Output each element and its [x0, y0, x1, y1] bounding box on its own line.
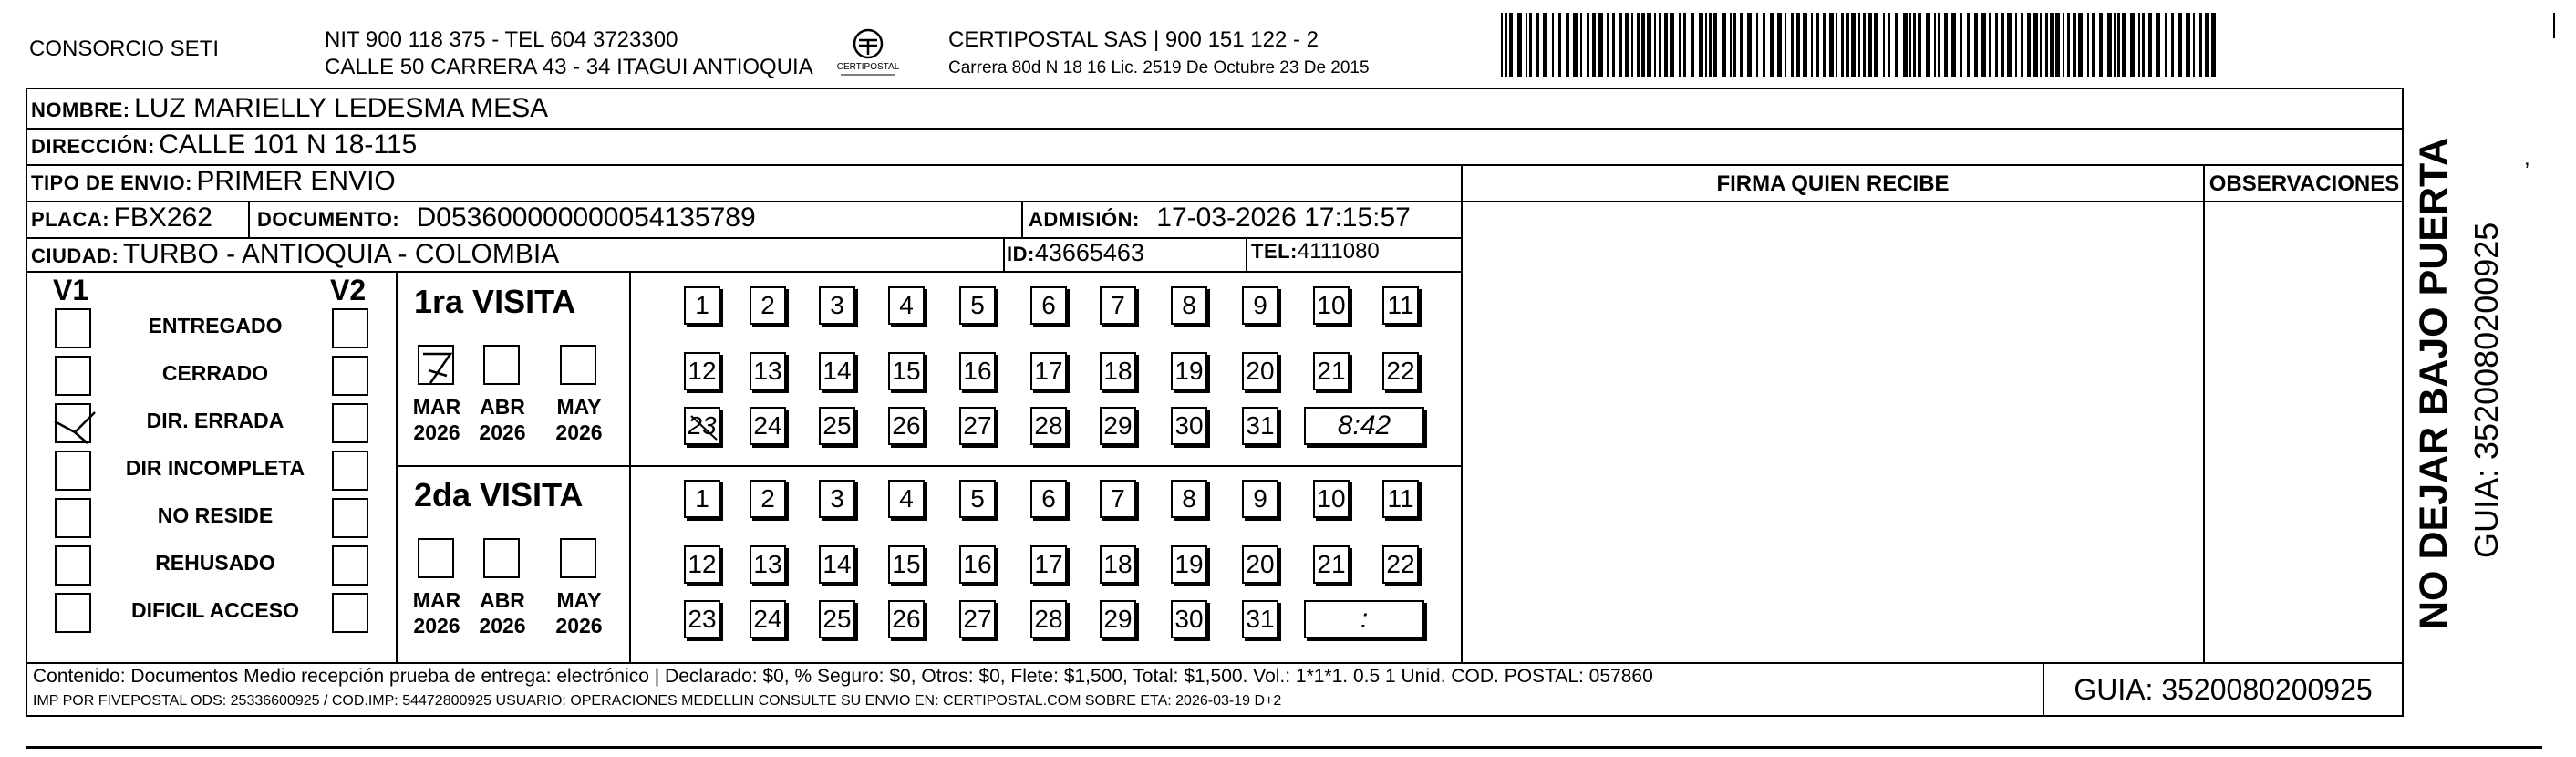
- barcode-bar: [1664, 13, 1668, 77]
- day-box[interactable]: 14: [819, 545, 855, 584]
- barcode-bar: [1526, 13, 1527, 77]
- signature-area[interactable]: [1464, 204, 2199, 660]
- day-box[interactable]: 5: [959, 480, 996, 518]
- barcode-bar: [1505, 13, 1507, 77]
- day-box[interactable]: 17: [1030, 545, 1067, 584]
- day-box[interactable]: 13: [750, 352, 786, 390]
- year-label: 2026: [555, 420, 603, 444]
- day-box[interactable]: 12: [684, 545, 720, 584]
- day-box[interactable]: 12: [684, 352, 720, 390]
- day-box[interactable]: 1: [684, 286, 720, 325]
- id-row: [1007, 239, 1144, 267]
- day-box[interactable]: 22: [1382, 545, 1419, 584]
- barcode-bar: [2205, 13, 2209, 77]
- placa-label: PLACA:: [31, 208, 110, 231]
- day-box[interactable]: 8: [1171, 286, 1207, 325]
- barcode: [1501, 13, 2230, 77]
- barcode-bar: [2211, 13, 2216, 77]
- id-value: 43665463: [1034, 239, 1144, 266]
- visit-title: 2da VISITA: [414, 476, 584, 513]
- barcode-bar: [2045, 13, 2048, 77]
- barcode-bar: [2073, 13, 2076, 77]
- day-box[interactable]: 3: [819, 480, 855, 518]
- month-label: MAR: [412, 588, 461, 612]
- day-box[interactable]: 28: [1030, 407, 1067, 445]
- barcode-bar: [2040, 13, 2042, 77]
- day-box[interactable]: 20: [1242, 545, 1278, 584]
- barcode-bar: [2142, 13, 2145, 77]
- barcode-bar: [1981, 13, 1986, 77]
- barcode-bar: [1895, 13, 1898, 77]
- barcode-bar: [1874, 13, 1878, 77]
- barcode-bar: [2092, 13, 2095, 77]
- direccion-row: [31, 130, 417, 161]
- day-box[interactable]: [684, 407, 720, 445]
- v2-checkbox[interactable]: [332, 545, 368, 586]
- day-box[interactable]: 24: [750, 407, 786, 445]
- barcode-bar: [1903, 13, 1908, 77]
- barcode-bar: [2199, 13, 2202, 77]
- barcode-bar: [1683, 13, 1686, 77]
- barcode-bar: [1509, 13, 1513, 77]
- day-box[interactable]: 8: [1171, 480, 1207, 518]
- day-box[interactable]: 30: [1171, 407, 1207, 445]
- barcode-bar: [1573, 13, 1578, 77]
- barcode-bar: [1670, 13, 1674, 77]
- year-label: 2026: [413, 614, 460, 638]
- month-year: [547, 587, 611, 638]
- day-box[interactable]: 4: [888, 480, 925, 518]
- time-field[interactable]: 8:42: [1304, 407, 1424, 445]
- day-box[interactable]: 5: [959, 286, 996, 325]
- day-box[interactable]: 6: [1030, 286, 1067, 325]
- barcode-bar: [1944, 13, 1948, 77]
- tipo-value: PRIMER ENVIO: [196, 166, 396, 196]
- barcode-bar: [1974, 13, 1978, 77]
- barcode-bar: [2067, 13, 2070, 77]
- edge-dot: ,: [2524, 146, 2530, 171]
- day-box[interactable]: 21: [1313, 352, 1350, 390]
- v2-checkbox[interactable]: [332, 593, 368, 633]
- month-checkbox[interactable]: [418, 538, 454, 578]
- month-label: ABR: [480, 588, 525, 612]
- barcode-bar: [1829, 13, 1834, 77]
- guia-footer: GUIA: 3520080200925: [2074, 673, 2373, 706]
- v1-checkbox[interactable]: [55, 308, 91, 348]
- status-label: ENTREGADO: [148, 314, 283, 337]
- barcode-bar: [1598, 13, 1603, 77]
- barcode-bar: [1529, 13, 1532, 77]
- nit-line: NIT 900 118 375 - TEL 604 3723300: [325, 27, 678, 52]
- month-checkbox[interactable]: [560, 345, 596, 385]
- barcode-bar: [2193, 13, 2195, 77]
- tel-row: [1251, 239, 1380, 264]
- v1-checkbox[interactable]: [55, 498, 91, 538]
- consortium-name: CONSORCIO SETI: [29, 36, 220, 61]
- month-label: MAY: [556, 395, 602, 419]
- v1-checkbox[interactable]: [55, 451, 91, 491]
- day-box[interactable]: 19: [1171, 352, 1207, 390]
- v1-checkbox[interactable]: [55, 403, 91, 443]
- barcode-bar: [2015, 13, 2017, 77]
- barcode-bar: [1659, 13, 1661, 77]
- license-line: Carrera 80d N 18 16 Lic. 2519 De Octubre 23 De 2015: [948, 58, 1370, 78]
- v1-label: V1: [53, 274, 89, 306]
- bottom-rule: [26, 746, 2542, 749]
- barcode-bar: [1536, 13, 1539, 77]
- barcode-bar: [2027, 13, 2031, 77]
- day-box[interactable]: 11: [1382, 480, 1419, 518]
- barcode-bar: [1863, 13, 1866, 77]
- logo-icon: [832, 26, 905, 78]
- barcode-bar: [2001, 13, 2004, 77]
- barcode-bar: [2138, 13, 2140, 77]
- imp-line: IMP POR FIVEPOSTAL ODS: 25336600925 / COD.IMP: 54472800925 USUARIO: OPERACIONES MEDELLIN CONSULTE SU ENVIO EN: CERTIPOSTAL.COM SOBRE ETA: 2026-03-19 D+2: [33, 693, 1282, 709]
- barcode-bar: [1558, 13, 1561, 77]
- id-label: ID:: [1007, 243, 1035, 265]
- barcode-bar: [2099, 13, 2103, 77]
- barcode-bar: [1960, 13, 1962, 77]
- v1-checkbox[interactable]: [55, 356, 91, 396]
- barcode-bar: [2055, 13, 2060, 77]
- v1-checkbox[interactable]: [55, 545, 91, 586]
- barcode-bar: [1934, 13, 1936, 77]
- day-box[interactable]: 15: [888, 352, 925, 390]
- barcode-bar: [2078, 13, 2083, 77]
- barcode-bar: [1722, 13, 1726, 77]
- day-box[interactable]: 29: [1100, 600, 1136, 638]
- month-year: [471, 587, 534, 638]
- tipo-label: TIPO DE ENVIO:: [31, 171, 192, 194]
- barcode-bar: [1938, 13, 1940, 77]
- barcode-bar: [2156, 13, 2160, 77]
- day-box[interactable]: 9: [1242, 286, 1278, 325]
- visit-title: 1ra VISITA: [414, 283, 576, 320]
- barcode-bar: [1803, 13, 1807, 77]
- barcode-bar: [1763, 13, 1765, 77]
- edge-mark: [2553, 13, 2555, 38]
- firma-header: FIRMA QUIEN RECIBE: [1716, 171, 1950, 196]
- year-label: 2026: [479, 420, 526, 444]
- status-label: DIR INCOMPLETA: [125, 456, 305, 480]
- day-box[interactable]: 29: [1100, 407, 1136, 445]
- ciudad-row: [31, 239, 559, 270]
- day-box[interactable]: 13: [750, 545, 786, 584]
- day-box[interactable]: 20: [1242, 352, 1278, 390]
- day-box[interactable]: 24: [750, 600, 786, 638]
- ciudad-value: TURBO - ANTIOQUIA - COLOMBIA: [122, 239, 560, 269]
- month-label: ABR: [480, 395, 525, 419]
- barcode-bar: [1747, 13, 1752, 77]
- day-box[interactable]: 25: [819, 600, 855, 638]
- day-box[interactable]: 16: [959, 545, 996, 584]
- month-label: MAY: [556, 588, 602, 612]
- time-field[interactable]: :: [1304, 600, 1424, 638]
- barcode-bar: [1552, 13, 1554, 77]
- year-label: 2026: [413, 420, 460, 444]
- day-box[interactable]: 31: [1242, 407, 1278, 445]
- direccion-label: DIRECCIÓN:: [31, 135, 155, 158]
- nombre-row: [31, 93, 548, 124]
- documento-value: D053600000000054135789: [416, 202, 756, 233]
- observations-area[interactable]: [2207, 204, 2400, 660]
- day-box[interactable]: 25: [819, 407, 855, 445]
- v2-checkbox[interactable]: [332, 451, 368, 491]
- day-box[interactable]: 22: [1382, 352, 1419, 390]
- barcode-bar: [1785, 13, 1786, 77]
- day-box[interactable]: 27: [959, 600, 996, 638]
- barcode-bar: [1823, 13, 1826, 77]
- day-number: 23: [688, 411, 717, 440]
- v2-checkbox[interactable]: [332, 356, 368, 396]
- v2-checkbox[interactable]: [332, 498, 368, 538]
- barcode-bar: [1851, 13, 1856, 77]
- day-box[interactable]: 18: [1100, 352, 1136, 390]
- nombre-label: NOMBRE:: [31, 99, 130, 121]
- barcode-bar: [1566, 13, 1569, 77]
- barcode-bar: [2186, 13, 2190, 77]
- barcode-bar: [1647, 13, 1651, 77]
- svg-text:CERTIPOSTAL: CERTIPOSTAL: [836, 62, 900, 72]
- barcode-bar: [1592, 13, 1596, 77]
- month-label: MAR: [412, 395, 461, 419]
- placa-value: FBX262: [113, 202, 212, 233]
- day-box[interactable]: 2: [750, 286, 786, 325]
- barcode-bar: [1791, 13, 1794, 77]
- barcode-bar: [2117, 13, 2120, 77]
- status-label: DIFICIL ACCESO: [130, 598, 299, 622]
- barcode-bar: [1841, 13, 1844, 77]
- barcode-bar: [1607, 13, 1609, 77]
- month-year: [471, 394, 534, 445]
- barcode-bar: [1691, 13, 1694, 77]
- barcode-bar: [2130, 13, 2135, 77]
- day-box[interactable]: 27: [959, 407, 996, 445]
- barcode-bar: [2063, 13, 2064, 77]
- barcode-bar: [2122, 13, 2126, 77]
- barcode-bar: [1883, 13, 1885, 77]
- status-label: CERRADO: [161, 361, 269, 385]
- year-label: 2026: [479, 614, 526, 638]
- day-box[interactable]: 30: [1171, 600, 1207, 638]
- barcode-bar: [2050, 13, 2054, 77]
- v2-label: V2: [330, 274, 367, 306]
- barcode-bar: [1756, 13, 1758, 77]
- day-box[interactable]: 23: [684, 600, 720, 638]
- day-box[interactable]: 26: [888, 407, 925, 445]
- address-line: CALLE 50 CARRERA 43 - 34 ITAGUI ANTIOQUIA: [325, 55, 813, 79]
- v1-checkbox[interactable]: [55, 593, 91, 633]
- barcode-bar: [1705, 13, 1707, 77]
- month-checkbox[interactable]: [483, 538, 520, 578]
- status-label: NO RESIDE: [157, 503, 274, 527]
- v2-checkbox[interactable]: [332, 403, 368, 443]
- barcode-bar: [1587, 13, 1589, 77]
- day-box[interactable]: 6: [1030, 480, 1067, 518]
- barcode-bar: [1517, 13, 1522, 77]
- day-box[interactable]: 26: [888, 600, 925, 638]
- barcode-bar: [1918, 13, 1921, 77]
- direccion-value: CALLE 101 N 18-115: [159, 130, 418, 160]
- barcode-bar: [1501, 13, 1503, 77]
- day-box[interactable]: 18: [1100, 545, 1136, 584]
- barcode-bar: [1816, 13, 1819, 77]
- check-mark-icon: [419, 347, 456, 387]
- observaciones-header: OBSERVACIONES: [2209, 171, 2400, 196]
- barcode-bar: [1796, 13, 1800, 77]
- barcode-bar: [2033, 13, 2038, 77]
- month-checkbox[interactable]: [418, 345, 454, 385]
- barcode-bar: [1641, 13, 1645, 77]
- barcode-bar: [1730, 13, 1732, 77]
- strike-mark-icon: [686, 409, 722, 447]
- day-box[interactable]: 21: [1313, 545, 1350, 584]
- barcode-bar: [1909, 13, 1911, 77]
- company-line: CERTIPOSTAL SAS | 900 151 122 - 2: [948, 27, 1319, 52]
- guia-vertical: GUIA: 3520080200925: [2467, 222, 2505, 558]
- documento-row: [257, 202, 756, 233]
- status-label: REHUSADO: [155, 551, 275, 575]
- barcode-bar: [1836, 13, 1837, 77]
- day-box[interactable]: 1: [684, 480, 720, 518]
- barcode-bar: [2178, 13, 2182, 77]
- day-box[interactable]: 11: [1382, 286, 1419, 325]
- day-box[interactable]: 15: [888, 545, 925, 584]
- admision-row: [1029, 202, 1411, 233]
- day-box[interactable]: 10: [1313, 286, 1350, 325]
- barcode-bar: [1846, 13, 1849, 77]
- day-box[interactable]: 7: [1100, 480, 1136, 518]
- barcode-bar: [1580, 13, 1582, 77]
- admision-label: ADMISIÓN:: [1029, 208, 1140, 231]
- contenido-line: Contenido: Documentos Medio recepción prueba de entrega: electrónico | Declarado: $0, % Seguro: $0, Otros: $0, Flete: $1,500, Total: $1,500. Vol.: 1*1*1. 0.5 1 Unid. COD. POSTAL: 057860: [33, 666, 1653, 687]
- barcode-bar: [1612, 13, 1615, 77]
- barcode-bar: [1989, 13, 1991, 77]
- barcode-bar: [1619, 13, 1622, 77]
- barcode-bar: [1631, 13, 1633, 77]
- month-year: [405, 587, 469, 638]
- nombre-value: LUZ MARIELLY LEDESMA MESA: [134, 93, 549, 123]
- month-year: [547, 394, 611, 445]
- barcode-bar: [1926, 13, 1930, 77]
- no-dejar-warning: NO DEJAR BAJO PUERTA: [2412, 137, 2456, 629]
- barcode-bar: [2165, 13, 2167, 77]
- barcode-bar: [2007, 13, 2012, 77]
- day-box[interactable]: 17: [1030, 352, 1067, 390]
- month-year: [405, 394, 469, 445]
- barcode-bar: [2114, 13, 2116, 77]
- barcode-bar: [1777, 13, 1782, 77]
- barcode-bar: [1625, 13, 1629, 77]
- barcode-bar: [2171, 13, 2174, 77]
- barcode-bar: [1543, 13, 1547, 77]
- barcode-bar: [1733, 13, 1736, 77]
- tipo-row: [31, 166, 396, 197]
- month-checkbox[interactable]: [560, 538, 596, 578]
- barcode-bar: [1858, 13, 1860, 77]
- tel-label: TEL:: [1251, 240, 1298, 263]
- barcode-bar: [1740, 13, 1743, 77]
- day-box[interactable]: 2: [750, 480, 786, 518]
- barcode-bar: [1967, 13, 1970, 77]
- ciudad-label: CIUDAD:: [31, 244, 119, 267]
- barcode-bar: [1709, 13, 1712, 77]
- barcode-bar: [2021, 13, 2023, 77]
- barcode-bar: [2148, 13, 2152, 77]
- v2-checkbox[interactable]: [332, 308, 368, 348]
- barcode-bar: [1868, 13, 1872, 77]
- day-box[interactable]: 31: [1242, 600, 1278, 638]
- day-box[interactable]: 16: [959, 352, 996, 390]
- day-box[interactable]: 9: [1242, 480, 1278, 518]
- barcode-bar: [1811, 13, 1813, 77]
- barcode-bar: [1888, 13, 1890, 77]
- day-box[interactable]: 7: [1100, 286, 1136, 325]
- barcode-bar: [1679, 13, 1681, 77]
- day-box[interactable]: 28: [1030, 600, 1067, 638]
- certipostal-logo: [832, 26, 905, 78]
- barcode-bar: [1699, 13, 1703, 77]
- day-box[interactable]: 10: [1313, 480, 1350, 518]
- barcode-bar: [1770, 13, 1774, 77]
- barcode-bar: [1637, 13, 1640, 77]
- documento-label: DOCUMENTO:: [257, 208, 400, 231]
- day-box[interactable]: 3: [819, 286, 855, 325]
- admision-value: 17-03-2026 17:15:57: [1156, 202, 1411, 233]
- barcode-bar: [1654, 13, 1656, 77]
- year-label: 2026: [555, 614, 603, 638]
- status-label: DIR. ERRADA: [146, 409, 284, 432]
- barcode-bar: [1951, 13, 1956, 77]
- barcode-bar: [1713, 13, 1717, 77]
- barcode-bar: [1995, 13, 1998, 77]
- barcode-bar: [2107, 13, 2112, 77]
- day-box[interactable]: 14: [819, 352, 855, 390]
- day-box[interactable]: 19: [1171, 545, 1207, 584]
- month-checkbox[interactable]: [483, 345, 520, 385]
- tel-value: 4111080: [1297, 239, 1380, 264]
- day-box[interactable]: 4: [888, 286, 925, 325]
- barcode-bar: [1913, 13, 1916, 77]
- placa-row: [31, 202, 212, 233]
- barcode-bar: [2087, 13, 2089, 77]
